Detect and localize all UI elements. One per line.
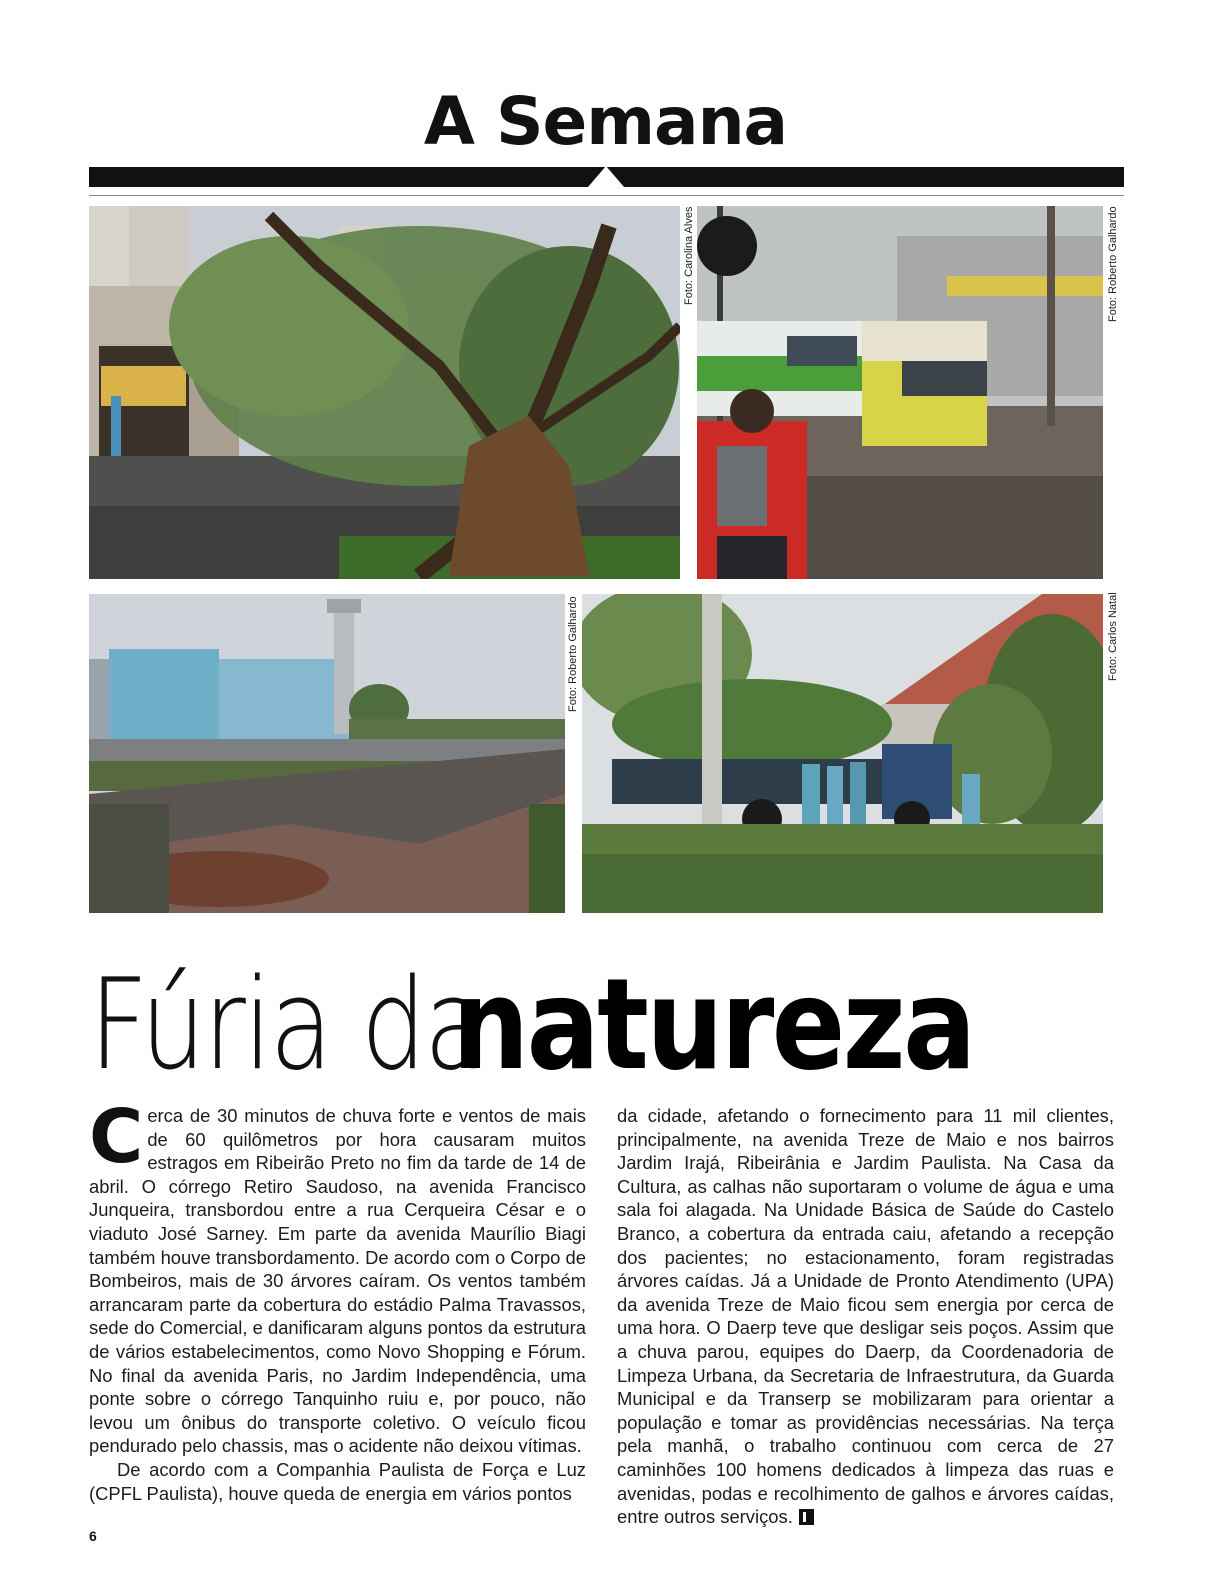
page-number: 6 bbox=[89, 1528, 97, 1544]
end-mark-icon bbox=[799, 1509, 814, 1525]
section-title: A Semana bbox=[423, 83, 788, 160]
header-thin-rule bbox=[89, 195, 1124, 196]
header-rule-notch bbox=[588, 166, 624, 187]
photo-credit: Foto: Roberto Galhardo bbox=[1107, 206, 1119, 322]
headline bbox=[89, 951, 1129, 1098]
article-paragraph: erca de 30 minutos de chuva forte e ventos de mais de 60 quilômetros por hora causaram muitos estragos em Ribeirão Preto no fim da tarde de 14 de abril. O córrego Retiro Saudoso, na avenida Francisco Junqueira, transbordou entre a rua Cerqueira César e o viaduto José Sarney. Em parte da avenida Maurílio Biagi também houve transbordamento. De acordo com o Corpo de Bombeiros, mais de 30 árvores caíram. Os ventos também arrancaram parte da cobertura do estádio Palma Travassos, sede do Comercial, e danificaram alguns pontos da estrutura de vários estabelecimentos, como Novo Shopping e Fórum. No final da avenida Paris, no Jardim Independência, uma ponte sobre o córrego Tanquinho ruiu e, por pouco, não levou um ônibus do transporte coletivo. O veículo ficou pendurado pelo chassis, mas o acidente não deixou vítimas. bbox=[89, 1105, 586, 1457]
article-paragraph: De acordo com a Companhia Paulista de Força e Luz (CPFL Paulista), houve queda de energia em vários pontos bbox=[89, 1458, 586, 1504]
photo-credit: Foto: Roberto Galhardo bbox=[567, 596, 579, 712]
article-column-left bbox=[89, 1094, 586, 1505]
photo-credit: Foto: Carlos Natal bbox=[1107, 592, 1119, 681]
headline-light: Fúria da bbox=[89, 951, 485, 1098]
article-column-right bbox=[617, 1104, 1114, 1529]
photo-flooded-street bbox=[697, 206, 1103, 579]
drop-cap: C bbox=[89, 1094, 144, 1180]
photo-fallen-tree bbox=[89, 206, 680, 579]
headline-bold: natureza bbox=[451, 951, 974, 1098]
photo-cleanup-crew bbox=[582, 594, 1103, 913]
article-paragraph: da cidade, afetando o fornecimento para 11 mil clientes, principalmente, na avenida Treze de Maio e nos bairros Jardim Irajá, Ribeirânia e Jardim Paulista. Na Casa da Cultura, as calhas não suportaram o volume de água e uma sala foi alagada. Na Unidade Básica de Saúde do Castelo Branco, a cobertura da entrada caiu, afetando a recepção dos pacientes; no estacionamento, foram registradas árvores caídas. Já a Unidade de Pronto Atendimento (UPA) da avenida Treze de Maio ficou sem energia por cerca de uma hora. O Daerp teve que desligar seis poços. Assim que a chuva parou, equipes do Daerp, da Coordenadoria de Limpeza Urbana, da Secretaria de Infraestrutura, da Guarda Municipal e da Transerp se mobilizaram para orientar a população e tomar as providências necessárias. Na terça pela manhã, o trabalho continuou com cerca de 27 caminhões 100 homens dedicados à limpeza das ruas e avenidas, podas e recolhimento de galhos e árvores caídas, entre outros serviços. bbox=[617, 1105, 1114, 1528]
photo-overflowing-canal bbox=[89, 594, 565, 913]
photo-credit: Foto: Carolina Alves bbox=[683, 206, 695, 305]
